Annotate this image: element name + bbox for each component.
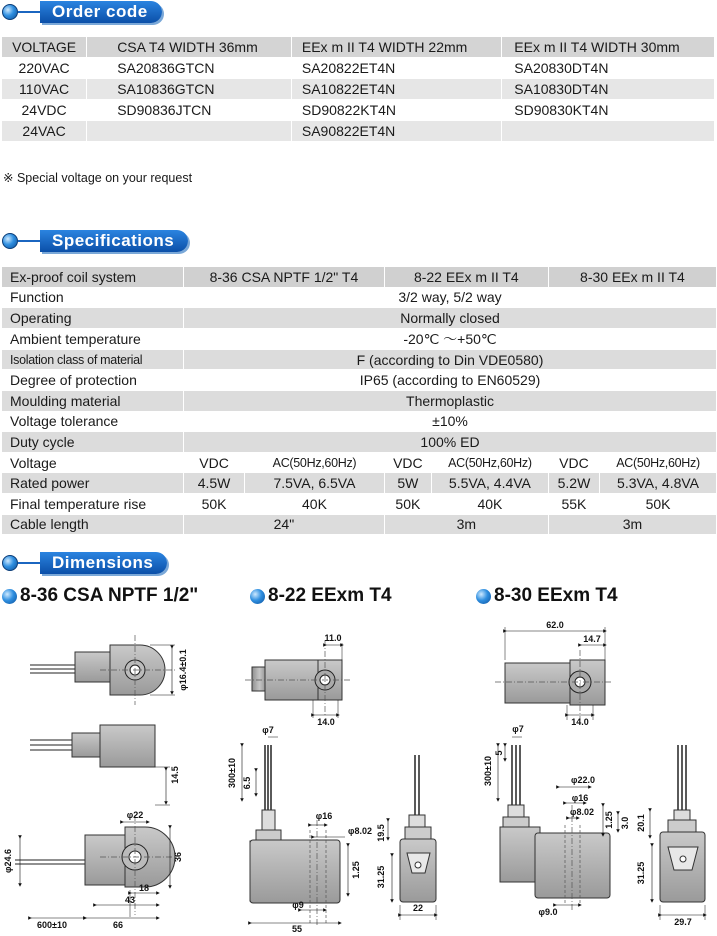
m2-top-view: [245, 633, 350, 727]
row-label: Moulding material: [2, 390, 184, 411]
specifications-table: [1, 266, 717, 535]
drawing-8-30: [483, 620, 705, 927]
dim-31-25: 31.25: [376, 865, 386, 889]
row-label: Isolation class of material: [2, 349, 184, 370]
dim-w-14: 14.0: [571, 717, 589, 727]
bullet-icon: [476, 589, 491, 604]
dim-w-14-7: 14.7: [583, 634, 601, 644]
cell: 220VAC: [2, 58, 87, 79]
dim-w-14: 14.0: [317, 717, 335, 727]
row-value: Thermoplastic: [184, 390, 717, 411]
col-22mm: EEx m II T4 WIDTH 22mm: [291, 37, 501, 58]
row-label: Ambient temperature: [2, 328, 184, 349]
dim-cable-300: 300±10: [483, 756, 493, 786]
cell: 5.3VA, 4.8VA: [600, 473, 717, 494]
m3-side-view: [636, 745, 705, 927]
model-title: 8-36 CSA NPTF 1/2": [20, 585, 199, 606]
table-row: [2, 514, 717, 535]
table-row: [2, 493, 717, 514]
specifications-title: Specifications: [40, 230, 188, 252]
dim-dia-9: φ9.0: [538, 907, 558, 917]
cell: SA20836GTCN: [87, 58, 292, 79]
cell: SD90836JTCN: [87, 100, 292, 121]
cell: 40K: [245, 493, 385, 514]
cell: VDC: [548, 452, 599, 473]
dim-w-11: 11.0: [324, 633, 342, 643]
coil-8-22: 8-22 EEx m II T4: [384, 267, 548, 288]
cell: 50K: [184, 493, 245, 514]
bullet-icon: [2, 589, 17, 604]
coil-8-36: 8-36 CSA NPTF 1/2" T4: [184, 267, 385, 288]
dim-w-22: 22: [412, 903, 424, 913]
col-voltage: VOLTAGE: [2, 37, 87, 58]
drawing-8-22: [227, 633, 436, 934]
coil-8-30: 8-30 EEx m II T4: [548, 267, 716, 288]
dim-19-5: 19.5: [376, 824, 386, 842]
row-value: 100% ED: [184, 432, 717, 453]
table-row: [2, 328, 717, 349]
model-heading-8-22: [250, 585, 392, 607]
table-row: [2, 121, 715, 142]
table-row: [2, 452, 717, 473]
cell: AC(50Hz,60Hz): [431, 452, 548, 473]
row-label: Cable length: [2, 514, 184, 535]
model-title: 8-30 EExm T4: [494, 585, 618, 606]
row-label: Voltage: [2, 452, 184, 473]
table-row: [2, 473, 717, 494]
row-label: Duty cycle: [2, 432, 184, 453]
dim-cable-600: 600±10: [37, 920, 67, 930]
cell: SD90830KT4N: [502, 100, 715, 121]
cell: SA10822ET4N: [291, 79, 501, 100]
col-csa: CSA T4 WIDTH 36mm: [87, 37, 292, 58]
table-row: [2, 58, 715, 79]
dim-w-18: 18: [138, 883, 150, 893]
dim-3-0: 3.0: [620, 816, 630, 830]
dim-dia-16: φ16: [571, 793, 589, 803]
row-value: -20℃ ～+50℃: [184, 328, 717, 349]
table-row: [2, 349, 717, 370]
cell: 3m: [384, 514, 548, 535]
order-code-title: Order code: [40, 1, 162, 23]
cell: 5W: [384, 473, 431, 494]
row-label: Function: [2, 287, 184, 308]
cell: [502, 121, 715, 142]
cell: 110VAC: [2, 79, 87, 100]
dim-dia-16-4: φ16.4±0.1: [178, 649, 188, 691]
bullet-icon: [2, 4, 18, 20]
dimension-drawings: [0, 605, 717, 936]
row-value: 3/2 way, 5/2 way: [184, 287, 717, 308]
model-title: 8-22 EExm T4: [268, 585, 392, 606]
table-header-row: [2, 37, 715, 58]
special-voltage-note: ※ Special voltage on your request: [3, 171, 193, 185]
dim-w-29-7: 29.7: [674, 917, 692, 927]
m3-top-view: [495, 620, 612, 727]
cell: 40K: [431, 493, 548, 514]
dim-dia-7: φ7: [262, 725, 274, 735]
row-value: IP65 (according to EN60529): [184, 370, 717, 391]
cell: [87, 121, 292, 142]
row-value: F (according to Din VDE0580): [184, 349, 717, 370]
cell: SA90822ET4N: [291, 121, 501, 142]
dim-1-25: 1.25: [604, 811, 614, 829]
m1-side-view: [30, 725, 180, 805]
m3-front-view: [483, 724, 630, 917]
table-row: [2, 411, 717, 432]
bullet-icon: [2, 555, 18, 571]
bullet-icon: [250, 589, 265, 604]
m2-front-view: [227, 725, 372, 934]
row-label: Voltage tolerance: [2, 411, 184, 432]
cell: 5.5VA, 4.4VA: [431, 473, 548, 494]
table-row: [2, 100, 715, 121]
row-label: Ex-proof coil system: [2, 267, 184, 288]
dim-h-14-5: 14.5: [170, 766, 180, 784]
dim-dia-8-02: φ8.02: [570, 807, 594, 817]
dim-w-62: 62.0: [546, 620, 564, 630]
cell: 50K: [384, 493, 431, 514]
table-row: [2, 432, 717, 453]
dim-dia-16: φ16: [315, 811, 333, 821]
drawing-8-36: [3, 635, 188, 930]
dim-31-25: 31.25: [636, 861, 646, 885]
cell: SA20822ET4N: [291, 58, 501, 79]
cell: 24VAC: [2, 121, 87, 142]
order-code-header: [0, 0, 162, 24]
dim-dia-7: φ7: [512, 724, 524, 734]
table-row: [2, 287, 717, 308]
dim-dia-24-6: φ24.6: [3, 849, 13, 873]
cell: SA20830DT4N: [502, 58, 715, 79]
dim-h-36: 36: [173, 851, 183, 863]
dim-cable-300: 300±10: [227, 758, 237, 788]
table-row: [2, 267, 717, 288]
row-value: ±10%: [184, 411, 717, 432]
model-heading-8-36: [2, 585, 198, 607]
cell: 5.2W: [548, 473, 599, 494]
dimensions-header: [0, 551, 167, 575]
row-label: Degree of protection: [2, 370, 184, 391]
table-row: [2, 308, 717, 329]
m1-top-view: [30, 635, 188, 705]
col-30mm: EEx m II T4 WIDTH 30mm: [502, 37, 715, 58]
dim-w-66: 66: [112, 920, 124, 930]
cell: 3m: [548, 514, 716, 535]
cell: 55K: [548, 493, 599, 514]
header-line: [18, 562, 40, 564]
bullet-icon: [2, 233, 18, 249]
dim-6-5: 6.5: [242, 776, 252, 790]
table-row: [2, 79, 715, 100]
row-value: Normally closed: [184, 308, 717, 329]
cell: AC(50Hz,60Hz): [245, 452, 385, 473]
header-line: [18, 240, 40, 242]
cell: VDC: [384, 452, 431, 473]
m2-side-view: [376, 755, 436, 920]
dim-dia-22: φ22.0: [571, 775, 595, 785]
dim-w-43: 43: [124, 895, 136, 905]
cell: SA10830DT4N: [502, 79, 715, 100]
table-row: [2, 390, 717, 411]
cell: 4.5W: [184, 473, 245, 494]
row-label: Rated power: [2, 473, 184, 494]
row-label: Final temperature rise: [2, 493, 184, 514]
m1-front-view: [3, 810, 183, 930]
dim-w-55: 55: [291, 924, 303, 934]
cell: SD90822KT4N: [291, 100, 501, 121]
dim-dia-22: φ22: [126, 810, 144, 820]
cell: 24VDC: [2, 100, 87, 121]
cell: 7.5VA, 6.5VA: [245, 473, 385, 494]
cell: VDC: [184, 452, 245, 473]
cell: SA10836GTCN: [87, 79, 292, 100]
dim-5: 5: [494, 750, 504, 756]
dim-dia-9: φ9: [292, 900, 304, 910]
cell: AC(50Hz,60Hz): [600, 452, 717, 473]
order-code-table: [1, 36, 715, 142]
dimensions-title: Dimensions: [40, 552, 167, 574]
dim-1-25: 1.25: [351, 861, 361, 879]
table-row: [2, 370, 717, 391]
model-heading-8-30: [476, 585, 618, 607]
dim-20-1: 20.1: [636, 814, 646, 832]
row-label: Operating: [2, 308, 184, 329]
header-line: [18, 11, 40, 13]
specifications-header: [0, 229, 188, 253]
cell: 50K: [600, 493, 717, 514]
dim-dia-8-02: φ8.02: [348, 826, 372, 836]
cell: 24": [184, 514, 385, 535]
